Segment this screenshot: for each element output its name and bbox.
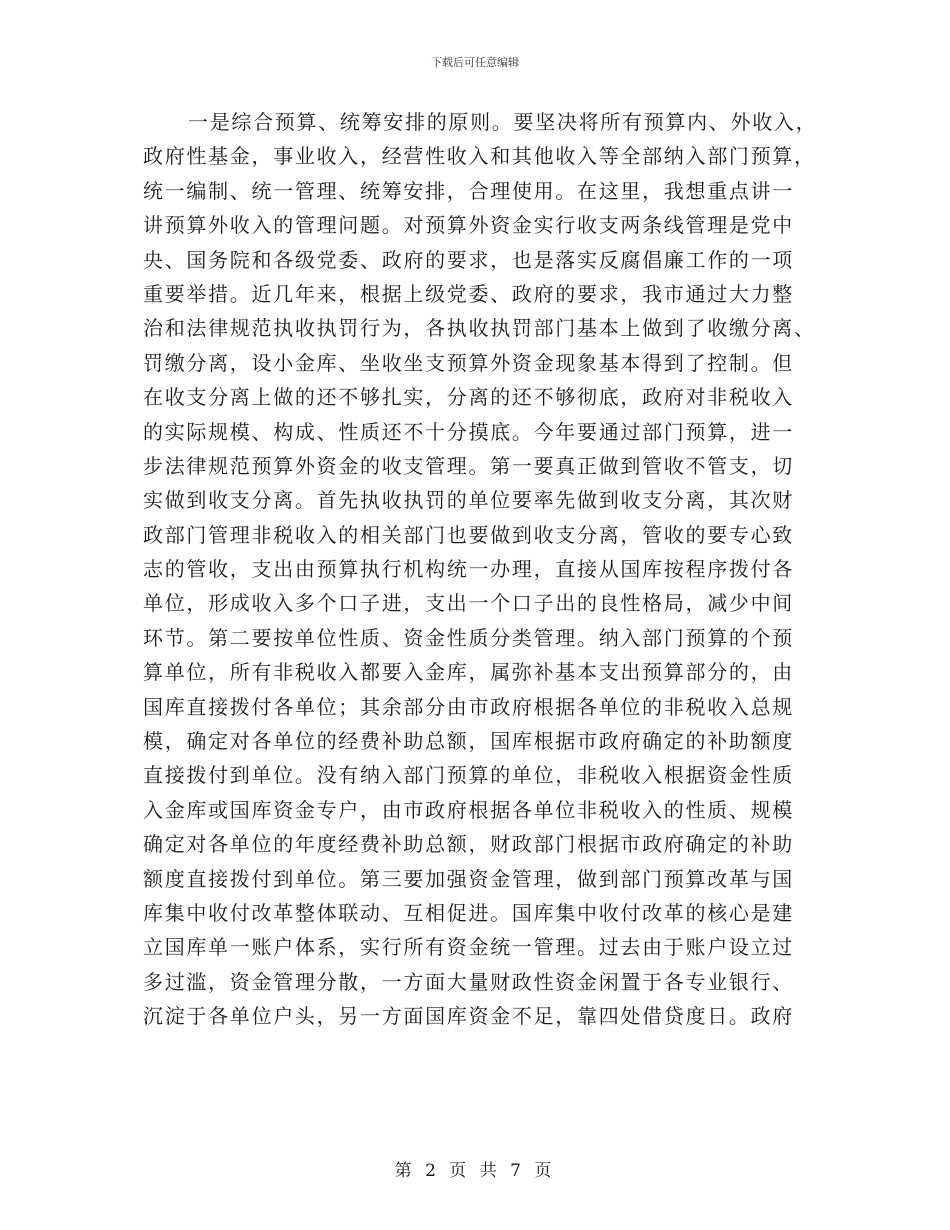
text-line: 一是综合预算、统筹安排的原则。要坚决将所有预算内、外收入， [188, 110, 818, 134]
text-line: 罚缴分离，设小金库、坐收坐支预算外资金现象基本得到了控制。但 [143, 350, 794, 375]
text-line: 立国库单一账户体系，实行所有资金统一管理。过去由于账户设立过 [143, 935, 794, 960]
text-line: 志的管收，支出由预算执行机构统一办理，直接从国库按程序拨付各 [143, 557, 794, 582]
text-line: 单位，形成收入多个口子进，支出一个口子出的良性格局，减少中间 [143, 591, 794, 616]
text-line: 模，确定对各单位的经费补助总额，国库根据市政府确定的补助额度 [143, 729, 794, 754]
text-line: 沉淀于各单位户头，另一方面国库资金不足，靠四处借贷度日。政府 [143, 1004, 794, 1029]
text-line: 直接拨付到单位。没有纳入部门预算的单位，非税收入根据资金性质 [143, 763, 794, 788]
text-line: 多过滥，资金管理分散，一方面大量财政性资金闲置于各专业银行、 [143, 969, 794, 994]
document-body [143, 105, 818, 1034]
text-line: 在收支分离上做的还不够扎实，分离的还不够彻底，政府对非税收入 [143, 385, 794, 410]
page-number-footer: 第 2 页 共 7 页 [394, 1161, 556, 1181]
text-line: 确定对各单位的年度经费补助总额，财政部门根据市政府确定的补助 [143, 832, 794, 857]
text-line: 政府性基金，事业收入，经营性收入和其他收入等全部纳入部门预算， [143, 144, 816, 169]
text-line: 国库直接拨付各单位；其余部分由市政府根据各单位的非税收入总规 [143, 694, 794, 719]
text-line: 算单位，所有非税收入都要入金库，属弥补基本支出预算部分的，由 [143, 660, 794, 685]
text-line: 额度直接拨付到单位。第三要加强资金管理，做到部门预算改革与国 [143, 866, 794, 891]
text-line: 治和法律规范执收执罚行为，各执收执罚部门基本上做到了收缴分离、 [143, 316, 816, 341]
text-line: 环节。第二要按单位性质、资金性质分类管理。纳入部门预算的个预 [143, 625, 794, 650]
text-line: 库集中收付改革整体联动、互相促进。国库集中收付改革的核心是建 [143, 900, 794, 925]
text-line: 步法律规范预算外资金的收支管理。第一要真正做到管收不管支，切 [143, 453, 794, 478]
text-line: 入金库或国库资金专户，由市政府根据各单位非税收入的性质、规模 [143, 797, 794, 822]
text-line: 统一编制、统一管理、统筹安排，合理使用。在这里，我想重点讲一 [143, 178, 794, 203]
text-line: 央、国务院和各级党委、政府的要求，也是落实反腐倡廉工作的一项 [143, 247, 794, 272]
text-line: 政部门管理非税收入的相关部门也要做到收支分离，管收的要专心致 [143, 522, 794, 547]
text-line: 实做到收支分离。首先执收执罚的单位要率先做到收支分离，其次财 [143, 488, 794, 513]
text-line: 讲预算外收入的管理问题。对预算外资金实行收支两条线管理是党中 [143, 213, 794, 238]
text-line: 重要举措。近几年来，根据上级党委、政府的要求，我市通过大力整 [143, 281, 794, 306]
page-header-note: 下载后可任意编辑 [431, 56, 519, 69]
text-line: 的实际规模、构成、性质还不十分摸底。今年要通过部门预算，进一 [143, 419, 794, 444]
